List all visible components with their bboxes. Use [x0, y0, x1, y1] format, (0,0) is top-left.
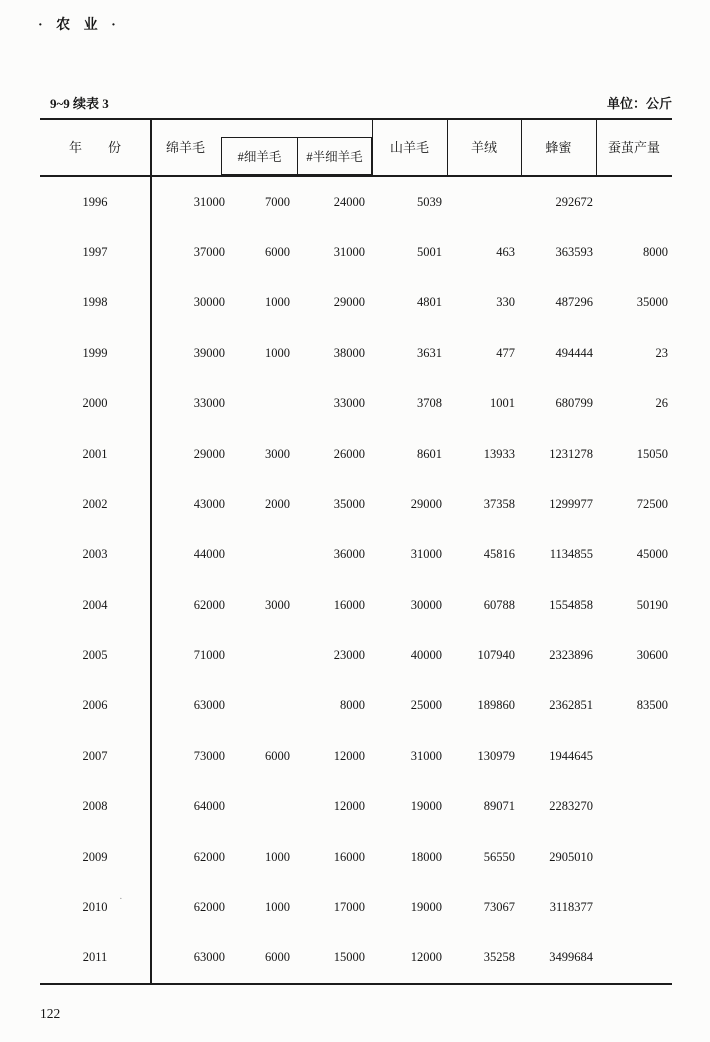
column-header-honey: 蜂蜜 [545, 140, 572, 155]
table-row [40, 580, 672, 630]
data-cell: 37358 [483, 496, 515, 511]
year-cell: 2007 [82, 748, 108, 763]
column-header-fine-wool: #细羊毛 [222, 138, 298, 174]
year-cell: 2004 [82, 597, 108, 612]
table-row [40, 227, 672, 277]
data-cell: 130979 [477, 748, 515, 763]
section-header: · 农 业 · [38, 18, 121, 33]
data-cell: 45816 [483, 547, 515, 562]
data-cell: 30600 [636, 648, 668, 663]
data-cell: 3000 [265, 446, 290, 461]
data-cell: 1001 [490, 396, 515, 411]
data-cell: 3631 [417, 345, 442, 360]
data-cell: 15000 [333, 950, 365, 965]
data-cell: 60788 [483, 597, 515, 612]
table-caption: 9~9 续表 3 [50, 96, 109, 111]
data-cell: 26 [655, 396, 668, 411]
table-row [40, 429, 672, 479]
data-cell: 73000 [193, 748, 225, 763]
data-cell: 4801 [417, 295, 442, 310]
data-cell: 17000 [333, 899, 365, 914]
data-cell: 463 [496, 245, 515, 260]
unit-label: 单位：公斤 [606, 96, 672, 111]
table-row [40, 832, 672, 882]
data-cell: 23000 [333, 648, 365, 663]
data-cell: 3118377 [549, 899, 593, 914]
data-cell: 25000 [410, 698, 442, 713]
data-cell: 15050 [636, 446, 668, 461]
data-cell: 18000 [410, 849, 442, 864]
data-cell: 56550 [483, 849, 515, 864]
year-cell: 1996 [82, 194, 108, 209]
data-cell: 29000 [410, 496, 442, 511]
data-cell: 45000 [636, 547, 668, 562]
data-cell: 1299977 [549, 496, 593, 511]
year-cell: 1997 [82, 245, 108, 260]
year-cell: 2009 [82, 849, 108, 864]
data-cell: 477 [496, 345, 515, 360]
data-cell: 29000 [193, 446, 225, 461]
data-cell: 73067 [483, 899, 515, 914]
data-cell: 43000 [193, 496, 225, 511]
table-row [40, 177, 672, 227]
table-row [40, 681, 672, 731]
data-cell: 7000 [265, 194, 290, 209]
table-row [40, 278, 672, 328]
sheep-wool-subheader-box [221, 137, 372, 175]
data-cell: 39000 [193, 345, 225, 360]
data-cell: 8000 [340, 698, 365, 713]
table-row [40, 479, 672, 529]
data-cell: 494444 [555, 345, 593, 360]
data-cell: 63000 [193, 698, 225, 713]
data-cell: 19000 [410, 899, 442, 914]
data-cell: 37000 [193, 245, 225, 260]
column-header-year: 年 份 [68, 140, 121, 155]
data-cell: 36000 [333, 547, 365, 562]
data-cell: 2905010 [549, 849, 593, 864]
scan-speck: · [119, 893, 123, 905]
data-cell: 29000 [333, 295, 365, 310]
data-cell: 31000 [333, 245, 365, 260]
data-cell: 83500 [636, 698, 668, 713]
data-cell: 1000 [265, 295, 290, 310]
data-cell: 13933 [483, 446, 515, 461]
data-cell: 44000 [193, 547, 225, 562]
data-cell: 363593 [555, 245, 593, 260]
year-cell: 2002 [82, 496, 108, 511]
data-cell: 1944645 [549, 748, 593, 763]
data-cell: 23 [655, 345, 668, 360]
data-cell: 35000 [333, 496, 365, 511]
year-cell: 2000 [82, 396, 108, 411]
column-header-cashmere: 羊绒 [470, 140, 497, 155]
data-cell: 12000 [333, 799, 365, 814]
data-cell: 330 [496, 295, 515, 310]
year-cell: 2006 [82, 698, 108, 713]
data-cell: 1000 [265, 899, 290, 914]
data-cell: 2000 [265, 496, 290, 511]
data-cell: 33000 [333, 396, 365, 411]
data-cell: 89071 [483, 799, 515, 814]
data-cell: 3708 [417, 396, 442, 411]
data-cell: 35000 [636, 295, 668, 310]
table-row [40, 731, 672, 781]
data-cell: 3499684 [549, 950, 593, 965]
data-cell: 8601 [417, 446, 442, 461]
data-cell: 6000 [265, 950, 290, 965]
data-cell: 12000 [333, 748, 365, 763]
table-bottom-rule [40, 983, 672, 985]
data-cell: 292672 [555, 194, 593, 209]
data-cell: 16000 [333, 597, 365, 612]
data-cell: 72500 [636, 496, 668, 511]
data-cell: 3000 [265, 597, 290, 612]
table-body [40, 177, 672, 983]
data-cell: 189860 [477, 698, 515, 713]
table-row [40, 782, 672, 832]
table-row [40, 379, 672, 429]
statistics-table [40, 118, 672, 985]
data-cell: 31000 [193, 194, 225, 209]
data-cell: 50190 [636, 597, 668, 612]
page-number: 122 [40, 1006, 61, 1021]
year-cell: 2008 [82, 799, 108, 814]
data-cell: 1231278 [549, 446, 593, 461]
data-cell: 6000 [265, 748, 290, 763]
data-cell: 16000 [333, 849, 365, 864]
data-cell: 5001 [417, 245, 442, 260]
data-cell: 6000 [265, 245, 290, 260]
column-header-semi-fine-wool: #半细羊毛 [306, 150, 363, 164]
column-header-sheep-wool: 绵羊毛 [165, 140, 205, 155]
data-cell: 30000 [410, 597, 442, 612]
data-cell: 24000 [333, 194, 365, 209]
data-cell: 2283270 [549, 799, 593, 814]
data-cell: 107940 [477, 648, 515, 663]
data-cell: 19000 [410, 799, 442, 814]
data-cell: 8000 [643, 245, 668, 260]
data-cell: 2323896 [549, 648, 593, 663]
data-cell: 71000 [193, 648, 225, 663]
data-cell: 12000 [410, 950, 442, 965]
data-cell: 487296 [555, 295, 593, 310]
table-row [40, 882, 672, 932]
data-cell: 62000 [193, 899, 225, 914]
data-cell: 5039 [417, 194, 442, 209]
year-cell: 2011 [82, 950, 108, 965]
data-cell: 63000 [193, 950, 225, 965]
data-cell: 35258 [483, 950, 515, 965]
data-cell: 62000 [193, 597, 225, 612]
data-cell: 33000 [193, 396, 225, 411]
table-row [40, 933, 672, 983]
data-cell: 31000 [410, 547, 442, 562]
data-cell: 30000 [193, 295, 225, 310]
data-cell: 1134855 [549, 547, 593, 562]
data-cell: 680799 [555, 396, 593, 411]
table-row [40, 630, 672, 680]
data-cell: 64000 [193, 799, 225, 814]
data-cell: 1000 [265, 345, 290, 360]
table-row [40, 328, 672, 378]
data-cell: 26000 [333, 446, 365, 461]
year-cell: 1998 [82, 295, 108, 310]
year-cell: 2005 [82, 648, 108, 663]
table-row [40, 530, 672, 580]
column-header-goat-hair: 山羊毛 [389, 140, 429, 155]
year-cell: 1999 [82, 345, 108, 360]
data-cell: 40000 [410, 648, 442, 663]
column-header-cocoon-output: 蚕茧产量 [607, 140, 660, 155]
year-cell: 2010 [82, 899, 108, 914]
data-cell: 1554858 [549, 597, 593, 612]
data-cell: 38000 [333, 345, 365, 360]
year-cell: 2001 [82, 446, 108, 461]
data-cell: 2362851 [549, 698, 593, 713]
year-cell: 2003 [82, 547, 108, 562]
data-cell: 62000 [193, 849, 225, 864]
data-cell: 1000 [265, 849, 290, 864]
data-cell: 31000 [410, 748, 442, 763]
